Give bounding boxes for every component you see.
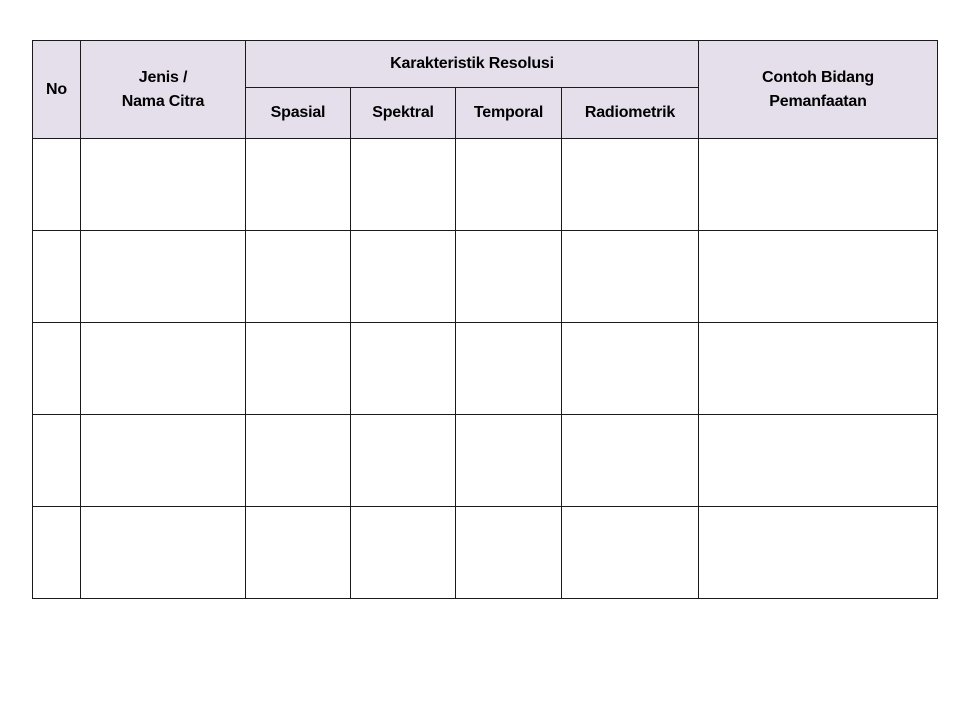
- cell-radiometrik[interactable]: [562, 139, 699, 231]
- cell-contoh-bidang[interactable]: [699, 415, 938, 507]
- table-header: [33, 41, 938, 139]
- cell-spasial[interactable]: [246, 231, 351, 323]
- table-row: [33, 139, 938, 231]
- cell-radiometrik[interactable]: [562, 323, 699, 415]
- cell-jenis-nama-citra[interactable]: [81, 231, 246, 323]
- cell-spasial[interactable]: [246, 139, 351, 231]
- cell-temporal[interactable]: [456, 139, 562, 231]
- cell-spektral[interactable]: [351, 139, 456, 231]
- cell-spasial[interactable]: [246, 415, 351, 507]
- cell-jenis-nama-citra[interactable]: [81, 507, 246, 599]
- cell-no[interactable]: [33, 415, 81, 507]
- cell-radiometrik[interactable]: [562, 415, 699, 507]
- cell-temporal[interactable]: [456, 323, 562, 415]
- header-row-top: [33, 41, 938, 88]
- cell-jenis-nama-citra[interactable]: [81, 139, 246, 231]
- cell-spektral[interactable]: [351, 415, 456, 507]
- header-jenis-line2: Nama Citra: [121, 92, 205, 110]
- header-contoh-bidang: [699, 41, 938, 139]
- header-karakteristik-resolusi: Karakteristik Resolusi: [246, 41, 699, 88]
- cell-temporal[interactable]: [456, 231, 562, 323]
- table-row: [33, 507, 938, 599]
- header-spektral: Spektral: [351, 88, 456, 139]
- cell-temporal[interactable]: [456, 507, 562, 599]
- cell-no[interactable]: [33, 231, 81, 323]
- cell-spektral[interactable]: [351, 231, 456, 323]
- cell-temporal[interactable]: [456, 415, 562, 507]
- header-radiometrik: Radiometrik: [562, 88, 699, 139]
- cell-no[interactable]: [33, 139, 81, 231]
- cell-contoh-bidang[interactable]: [699, 231, 938, 323]
- header-no: No: [33, 41, 81, 139]
- header-spasial: Spasial: [246, 88, 351, 139]
- cell-radiometrik[interactable]: [562, 507, 699, 599]
- cell-contoh-bidang[interactable]: [699, 139, 938, 231]
- cell-spasial[interactable]: [246, 507, 351, 599]
- cell-contoh-bidang[interactable]: [699, 507, 938, 599]
- header-temporal: Temporal: [456, 88, 562, 139]
- cell-no[interactable]: [33, 323, 81, 415]
- header-jenis-nama-citra: [81, 41, 246, 139]
- header-contoh-line1: Contoh Bidang: [761, 68, 875, 86]
- table-row: [33, 415, 938, 507]
- header-contoh-line2: Pemanfaatan: [769, 92, 867, 110]
- cell-spasial[interactable]: [246, 323, 351, 415]
- cell-contoh-bidang[interactable]: [699, 323, 938, 415]
- cell-spektral[interactable]: [351, 323, 456, 415]
- cell-jenis-nama-citra[interactable]: [81, 415, 246, 507]
- table-row: [33, 323, 938, 415]
- table-body: [33, 139, 938, 599]
- table-row: [33, 231, 938, 323]
- cell-no[interactable]: [33, 507, 81, 599]
- citra-resolution-table: [32, 40, 938, 599]
- cell-radiometrik[interactable]: [562, 231, 699, 323]
- resolution-table-container: [32, 40, 937, 599]
- cell-spektral[interactable]: [351, 507, 456, 599]
- cell-jenis-nama-citra[interactable]: [81, 323, 246, 415]
- header-jenis-line1: Jenis /: [138, 68, 188, 86]
